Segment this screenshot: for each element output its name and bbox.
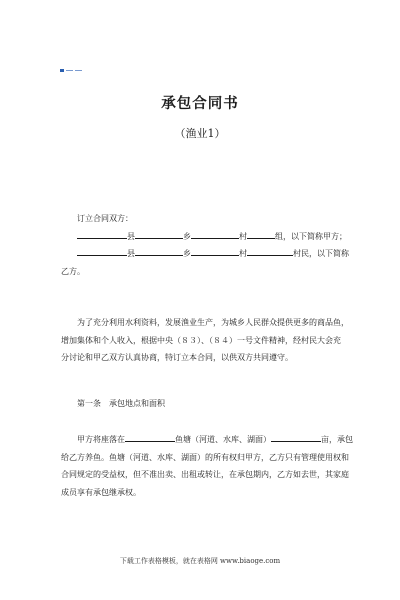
parties-section: [61, 210, 349, 280]
location-blank[interactable]: [125, 432, 175, 442]
villager-blank[interactable]: [247, 246, 293, 256]
purpose-paragraph: 为了充分利用水利资料，发展渔业生产，为城乡人民群众提供更多的商品鱼， 增加集体和个人收入，根据中央（８３）、（８４）一号文件精神，经村民大会充 分讨论和甲乙双方认真协商，特订立本合同，以供双方共同遵守。: [61, 318, 349, 362]
group-blank[interactable]: [247, 229, 275, 239]
document-subtitle: （渔业1）: [174, 127, 226, 140]
area-blank[interactable]: [271, 432, 321, 442]
logo-mark-icon: [60, 69, 82, 72]
township-blank[interactable]: [135, 246, 183, 256]
parties-intro: 订立合同双方：: [77, 214, 133, 223]
township-blank[interactable]: [135, 229, 183, 239]
party-b-line: 县 乡 村 村民，以下简称: [61, 245, 342, 263]
county-blank[interactable]: [77, 229, 127, 239]
village-blank[interactable]: [191, 229, 239, 239]
county-blank[interactable]: [77, 246, 127, 256]
village-blank[interactable]: [191, 246, 239, 256]
page-footer: 下载工作表格模板，就在表格网 www.biaoge.com: [119, 557, 281, 565]
party-b-suffix: 乙方。: [61, 266, 85, 276]
document-title: 承包合同书: [161, 95, 239, 112]
article1-body: 甲方将座落在 鱼塘（河道、水库、湖面） 亩，承包 给乙方养鱼。鱼塘（河道、水库、湖面）的所有权归甲方，乙方只有管理使用权和 合同规定的受益权，但不准出卖、出租或转让，在承包期内，乙方如去世，其家庭 成员享有承包继承权。: [61, 431, 342, 501]
party-a-line: 县 乡 村 组，以下简称甲方；: [61, 228, 342, 246]
article1-heading: 第一条 承包地点和面积: [77, 399, 165, 408]
